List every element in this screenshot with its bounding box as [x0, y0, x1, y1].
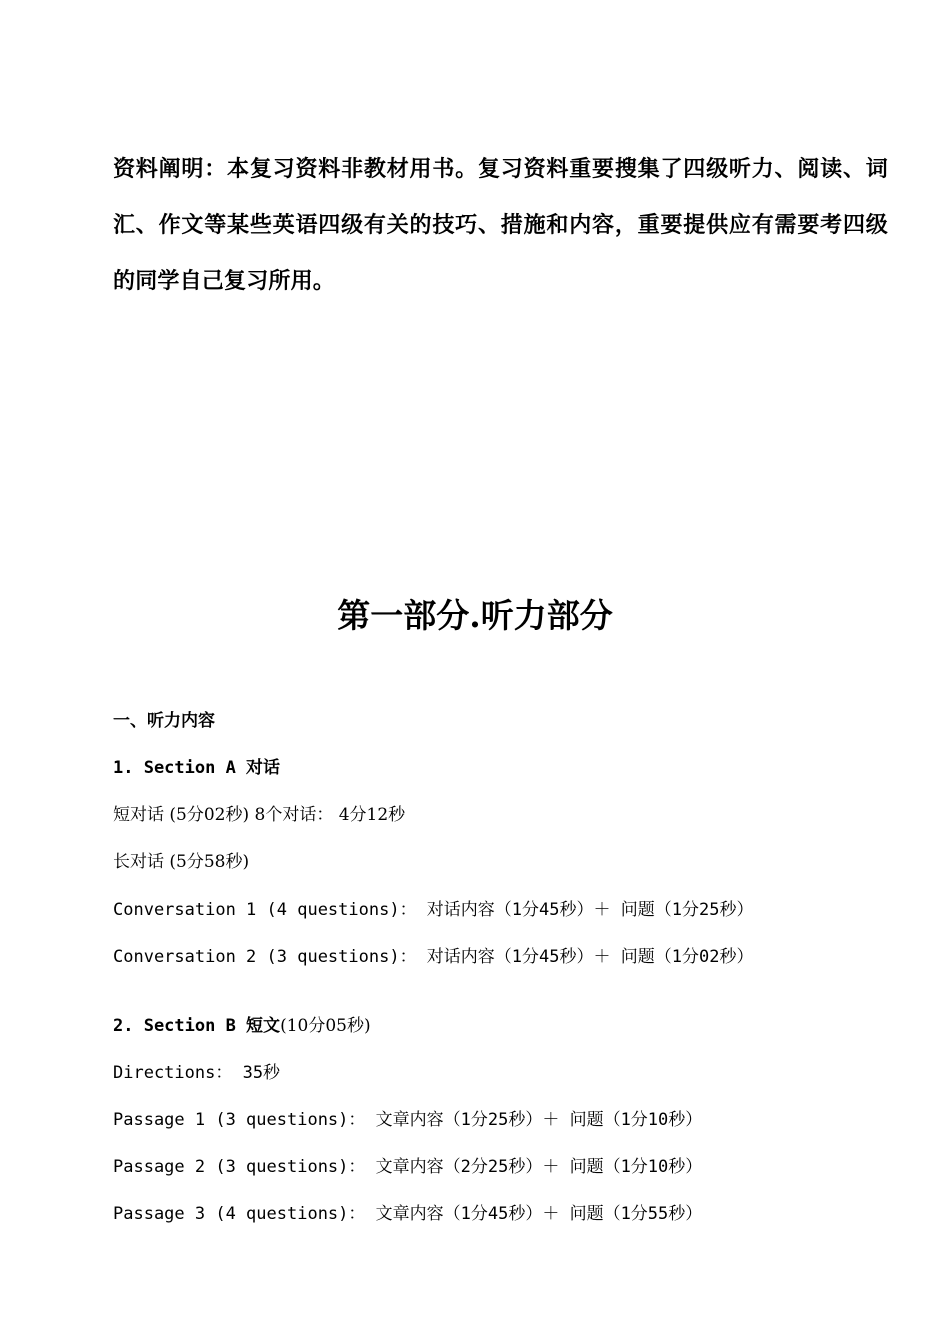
section-b-heading	[113, 1011, 371, 1036]
passage-line: Passage 2 (3 questions)： 文章内容（2分25秒）＋ 问题（1分10秒）	[113, 1157, 703, 1177]
directions-line: Directions： 35秒	[113, 1063, 281, 1083]
passage-line: Passage 3 (4 questions)： 文章内容（1分45秒）＋ 问题（1分55秒）	[113, 1204, 703, 1224]
conversation-line: Conversation 1 (4 questions)： 对话内容（1分45秒）＋ 问题（1分25秒）	[113, 900, 754, 920]
intro-paragraph: 资料阐明：本复习资料非教材用书。复习资料重要搜集了四级听力、阅读、词汇、作文等某些英语四级有关的技巧、措施和内容，重要提供应有需要考四级的同学自己复习所用。	[113, 157, 888, 294]
conversation-line: Conversation 2 (3 questions)： 对话内容（1分45秒）＋ 问题（1分02秒）	[113, 947, 754, 967]
long-dialog-line: 长对话 (5分58秒)	[113, 852, 250, 872]
section-b-heading-label: 2. Section B 短文	[113, 1016, 281, 1036]
part-title: 第一部分.听力部分	[337, 596, 613, 635]
section-b-heading-time: (10分05秒)	[280, 1016, 371, 1036]
short-dialog-line: 短对话 (5分02秒) 8个对话： 4分12秒	[113, 805, 406, 825]
section-heading: 一、听力内容	[113, 711, 215, 731]
passage-line: Passage 1 (3 questions)： 文章内容（1分25秒）＋ 问题（1分10秒）	[113, 1110, 703, 1130]
section-a-heading: 1. Section A 对话	[113, 758, 281, 778]
